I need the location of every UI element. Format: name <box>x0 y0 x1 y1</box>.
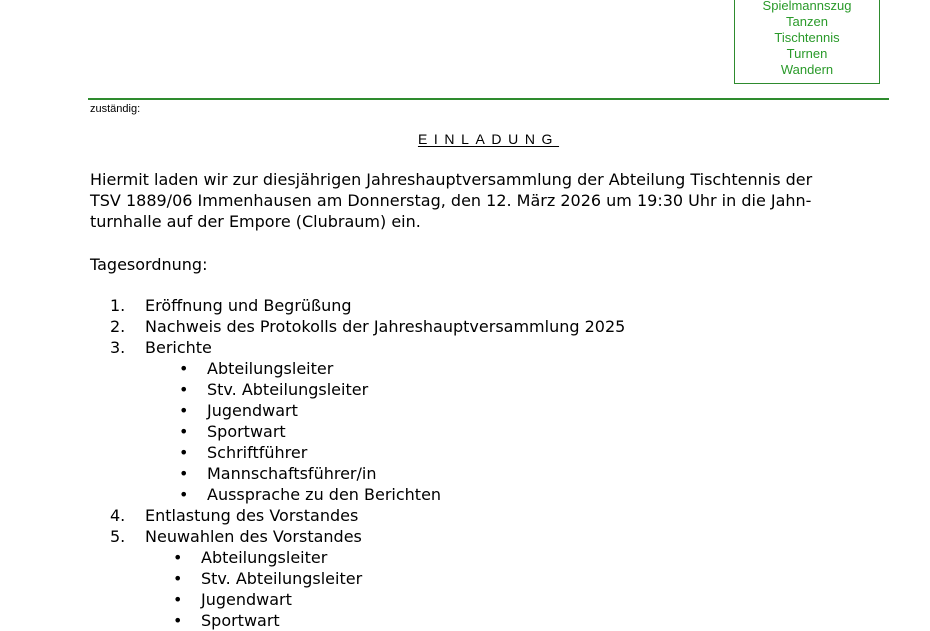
intro-paragraph <box>90 169 890 232</box>
heading-text: EINLADUNG <box>417 131 560 147</box>
department-list <box>734 0 880 78</box>
election-subitem <box>0 610 930 631</box>
report-subitem <box>0 379 930 400</box>
bullet-icon: • <box>179 422 189 441</box>
election-subitem-text: Stv. Abteilungsleiter <box>201 569 363 588</box>
report-subitem <box>0 442 930 463</box>
report-subitem-text: Schriftführer <box>207 443 308 462</box>
agenda-item <box>0 526 930 547</box>
intro-line: TSV 1889/06 Immenhausen am Donnerstag, den 12. März 2026 um 19:30 Uhr in die Jahn- <box>90 191 812 210</box>
agenda-item-number: 1. <box>110 296 126 315</box>
intro-line: Hiermit laden wir zur diesjährigen Jahreshauptversammlung der Abteilung Tischtennis der <box>90 170 813 189</box>
agenda-item <box>0 505 930 526</box>
agenda-item-text: Berichte <box>145 338 212 357</box>
agenda-item-text: Entlastung des Vorstandes <box>145 506 359 525</box>
agenda-item <box>0 295 930 316</box>
report-subitem <box>0 484 930 505</box>
report-subitem <box>0 421 930 442</box>
agenda-item-text: Eröffnung und Begrüßung <box>145 296 352 315</box>
election-subitem <box>0 568 930 589</box>
agenda-item-number: 3. <box>110 338 126 357</box>
department-wandern: Wandern <box>780 62 834 77</box>
report-subitem-text: Abteilungsleiter <box>207 359 334 378</box>
report-subitem-text: Stv. Abteilungsleiter <box>207 380 369 399</box>
election-subitem-text: Sportwart <box>201 611 280 630</box>
agenda-list <box>0 295 930 631</box>
bullet-icon: • <box>179 380 189 399</box>
department-spielmannszug: Spielmannszug <box>762 0 852 13</box>
agenda-item-text: Neuwahlen des Vorstandes <box>145 527 362 546</box>
responsible-label: zuständig: <box>90 103 141 115</box>
bullet-icon: • <box>179 401 189 420</box>
report-subitem-text: Jugendwart <box>207 401 298 420</box>
bullet-icon: • <box>179 464 189 483</box>
election-subitem-text: Jugendwart <box>201 590 292 609</box>
bullet-icon: • <box>179 359 189 378</box>
department-tanzen: Tanzen <box>786 14 828 29</box>
agenda-item-number: 4. <box>110 506 126 525</box>
intro-line: turnhalle auf der Empore (Clubraum) ein. <box>90 212 421 231</box>
agenda-label: Tagesordnung: <box>90 255 208 274</box>
agenda-item-text: Nachweis des Protokolls der Jahreshauptversammlung 2025 <box>145 317 626 336</box>
report-subitem <box>0 358 930 379</box>
report-subitem-text: Sportwart <box>207 422 286 441</box>
bullet-icon: • <box>179 443 189 462</box>
department-tischtennis: Tischtennis <box>774 30 840 45</box>
report-subitem-text: Aussprache zu den Berichten <box>207 485 442 504</box>
bullet-icon: • <box>173 590 183 609</box>
agenda-item <box>0 337 930 358</box>
bullet-icon: • <box>173 611 183 630</box>
department-turnen: Turnen <box>786 46 828 61</box>
bullet-icon: • <box>173 548 183 567</box>
header-divider <box>88 98 889 100</box>
document-heading <box>88 130 889 148</box>
agenda-item-number: 5. <box>110 527 126 546</box>
report-subitem-text: Mannschaftsführer/in <box>207 464 377 483</box>
bullet-icon: • <box>179 485 189 504</box>
agenda-item-number: 2. <box>110 317 126 336</box>
report-subitem <box>0 463 930 484</box>
report-subitem <box>0 400 930 421</box>
agenda-item <box>0 316 930 337</box>
election-subitem <box>0 547 930 568</box>
bullet-icon: • <box>173 569 183 588</box>
election-subitem <box>0 589 930 610</box>
election-subitem-text: Abteilungsleiter <box>201 548 328 567</box>
